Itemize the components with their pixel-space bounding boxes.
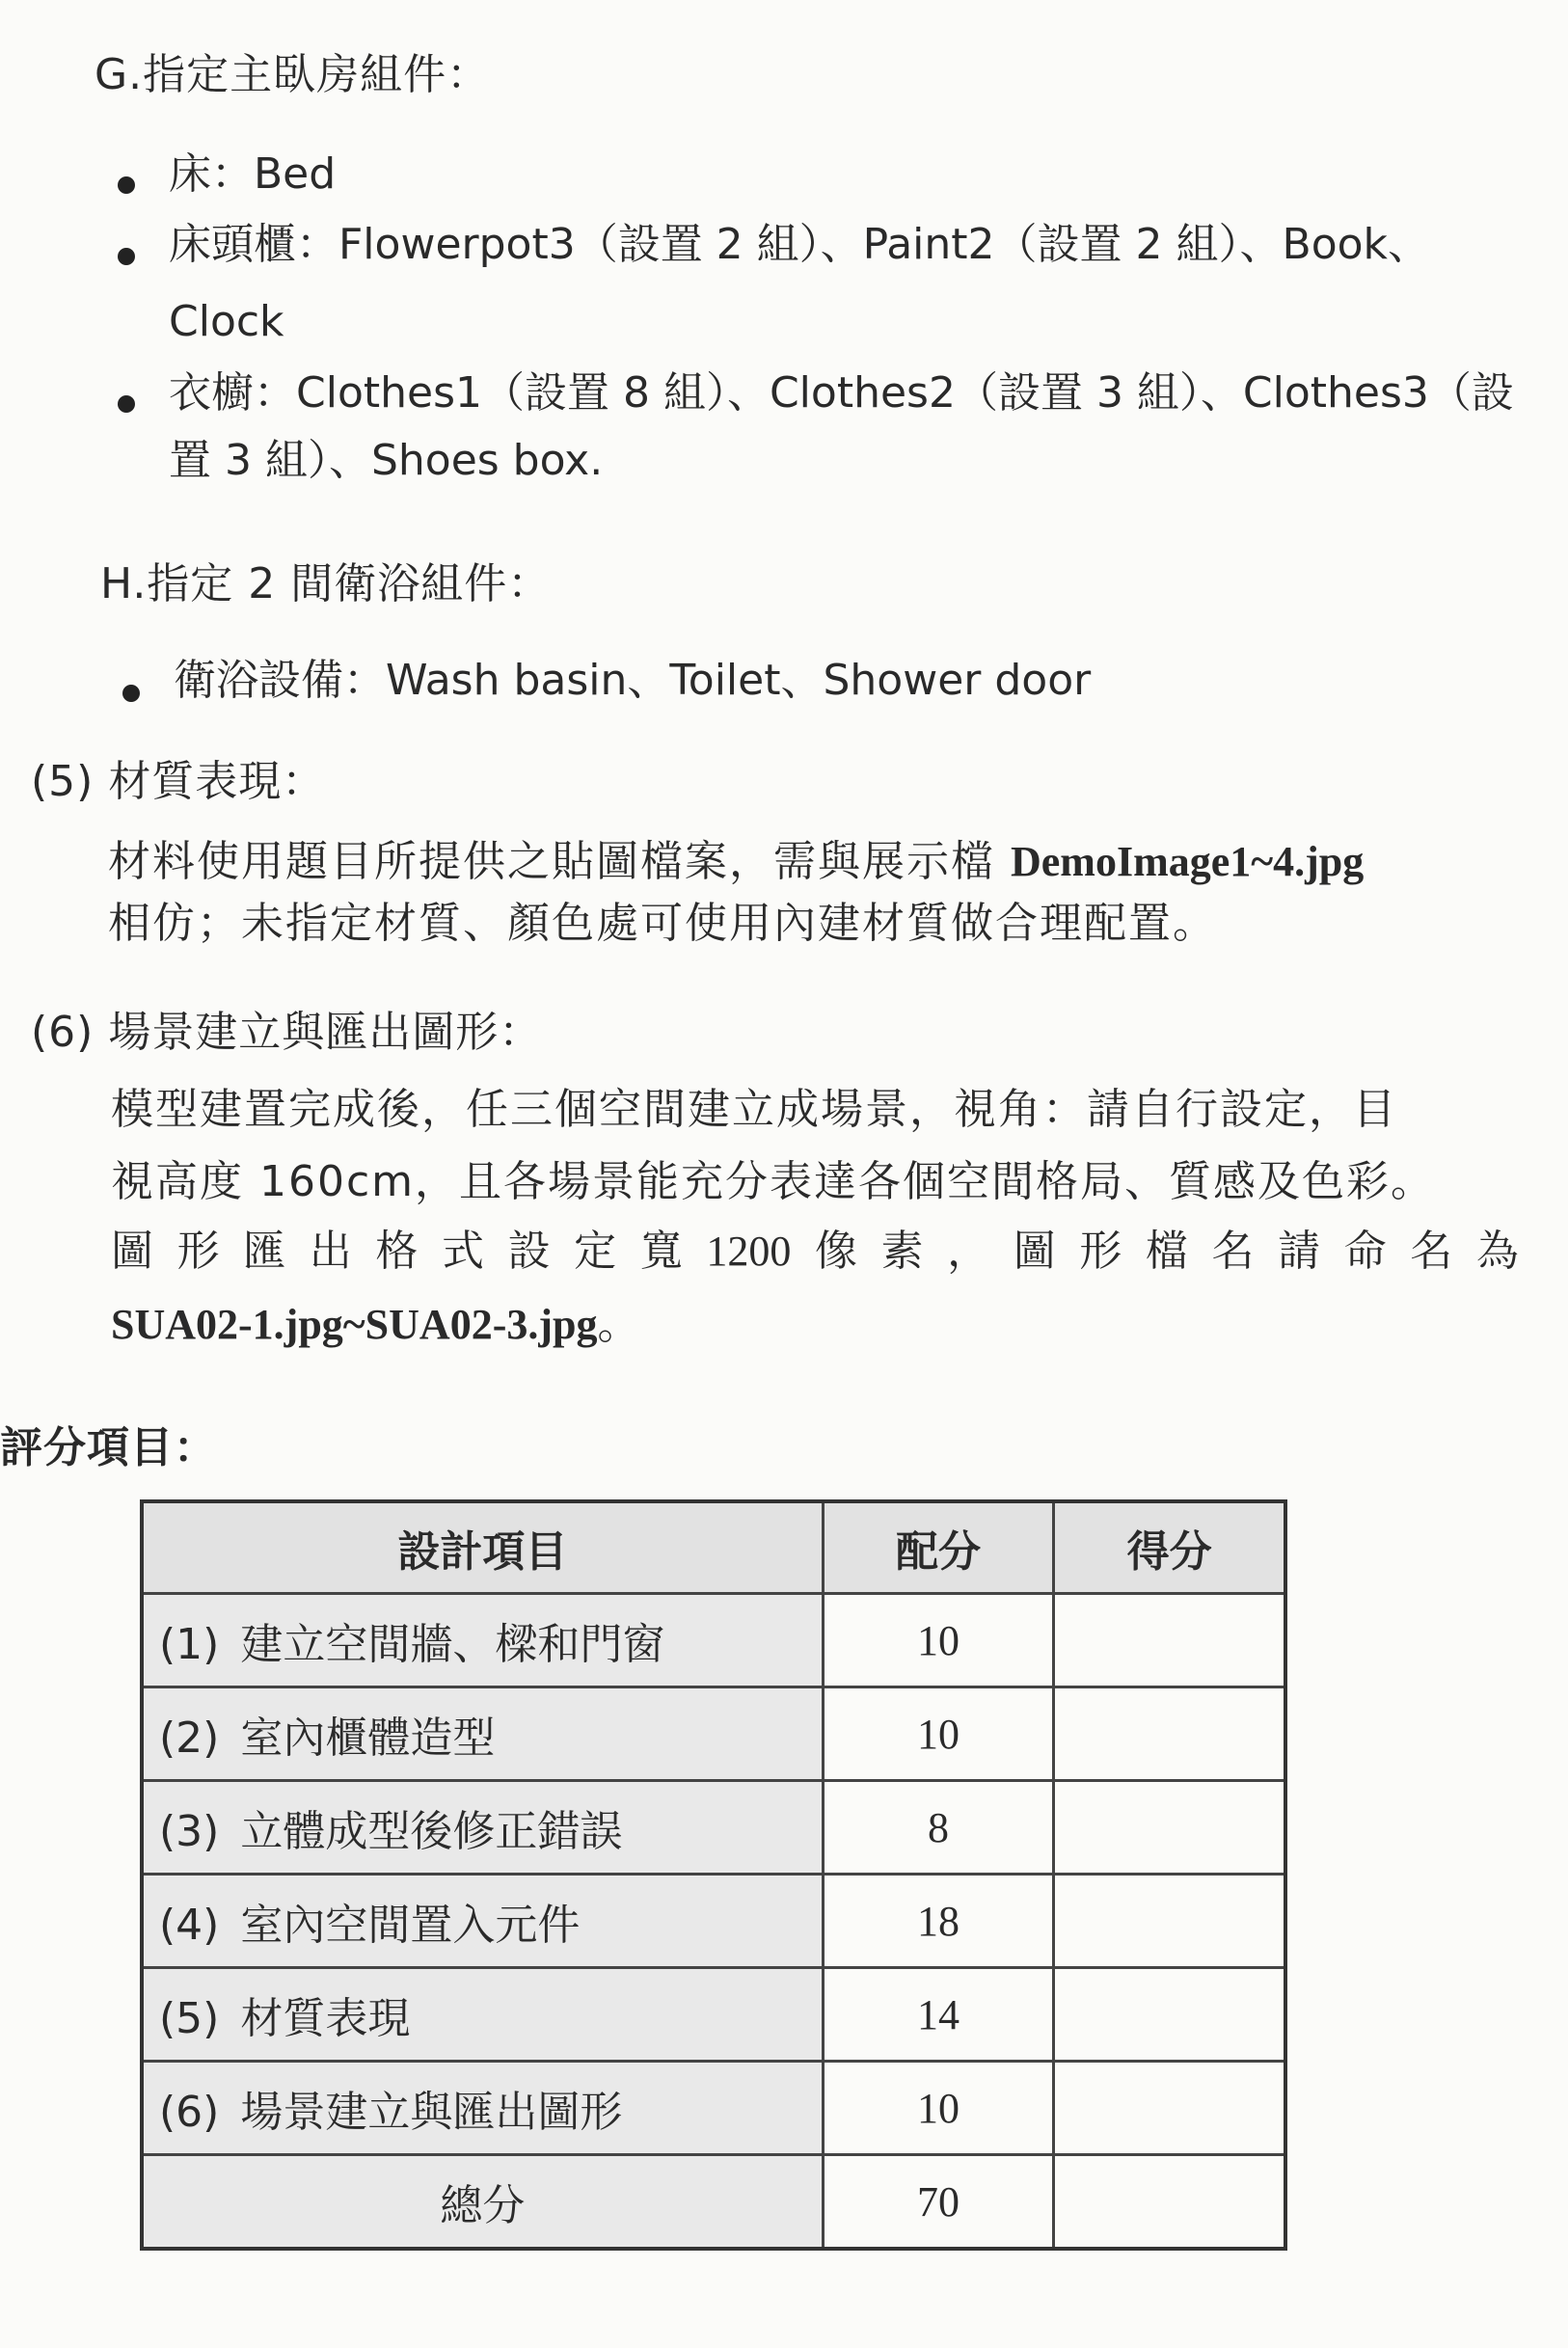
line3-word: 像	[814, 1227, 857, 1276]
section-6-title: (6) 場景建立與匯出圖形：	[31, 1008, 543, 1057]
section-5-line2: 相仿；未指定材質、顏色處可使用內建材質做合理配置。	[108, 899, 1217, 948]
scoring-table	[140, 1499, 1287, 2251]
row-number: (3)	[159, 1807, 220, 1856]
table-row	[142, 1968, 1285, 2062]
row-item	[142, 1875, 823, 1968]
line3-word: 名	[1211, 1227, 1255, 1276]
header-item: 設計項目	[142, 1501, 823, 1594]
line3-word: 匯	[243, 1227, 286, 1276]
output-filenames: SUA02-1.jpg~SUA02-3.jpg	[111, 1301, 598, 1348]
line3-word: 名	[1410, 1227, 1453, 1276]
section-g-bullet-1: 床：Bed	[169, 149, 337, 199]
row-label: 場景建立與匯出圖形	[240, 2088, 623, 2137]
header-score: 配分	[823, 1501, 1054, 1594]
row-label: 立體成型後修正錯誤	[240, 1807, 623, 1856]
table-row	[142, 2062, 1285, 2155]
section-g-bullet-2-line2: Clock	[169, 297, 284, 346]
table-row	[142, 1687, 1285, 1781]
row-score: 10	[823, 1594, 1054, 1687]
row-label: 建立空間牆、樑和門窗	[240, 1620, 665, 1669]
section-h-bullet-1: 衛浴設備：Wash basin、Toilet、Shower door	[174, 656, 1092, 705]
row-number: (2)	[159, 1714, 220, 1763]
line3-word: 為	[1475, 1227, 1519, 1276]
scoring-title: 評分項目：	[0, 1423, 217, 1472]
section-6-line4	[111, 1300, 641, 1351]
row-got	[1054, 1875, 1285, 1968]
row-label: 材質表現	[240, 1994, 411, 2043]
row-item	[142, 1687, 823, 1781]
row-label: 室內櫃體造型	[240, 1714, 496, 1763]
line3-word: ，	[947, 1227, 990, 1276]
section-6-line3	[111, 1227, 1519, 1278]
row-number: (1)	[159, 1620, 220, 1669]
demo-image-filename: DemoImage1~4.jpg	[1011, 838, 1365, 885]
line3-word: 圖	[111, 1227, 153, 1276]
row-item	[142, 1781, 823, 1875]
section-h-title: H.指定 2 間衛浴組件：	[100, 559, 552, 608]
section-g-title: G.指定主臥房組件：	[95, 50, 491, 99]
bullet-dot	[118, 176, 135, 194]
section-5-line1-text: 材料使用題目所提供之貼圖檔案，需與展示檔	[108, 837, 1011, 886]
total-got	[1054, 2155, 1285, 2250]
total-label: 總分	[142, 2155, 823, 2250]
row-item	[142, 1968, 823, 2062]
section-5-line1	[108, 837, 1364, 888]
bullet-dot	[122, 685, 140, 702]
line3-word: 式	[441, 1227, 484, 1276]
row-score: 10	[823, 1687, 1054, 1781]
row-item	[142, 2062, 823, 2155]
total-score: 70	[823, 2155, 1054, 2250]
line3-word: 形	[176, 1227, 220, 1276]
row-label: 室內空間置入元件	[240, 1901, 581, 1950]
row-number: (6)	[159, 2088, 220, 2137]
row-got	[1054, 1781, 1285, 1875]
table-row	[142, 1594, 1285, 1687]
section-g-bullet-3-line1: 衣櫥：Clothes1（設置 8 組）、Clothes2（設置 3 組）、Clothes3（設	[169, 368, 1514, 418]
row-score: 10	[823, 2062, 1054, 2155]
row-number: (5)	[159, 1994, 220, 2043]
row-score: 18	[823, 1875, 1054, 1968]
section-6-line4-suffix: 。	[597, 1300, 642, 1349]
line3-word: 素	[880, 1227, 924, 1276]
section-g-bullet-3-line2: 置 3 組）、Shoes box.	[169, 436, 604, 485]
section-5-title: (5) 材質表現：	[31, 757, 326, 806]
table-row	[142, 1781, 1285, 1875]
line3-word: 圖	[1013, 1227, 1056, 1276]
bullet-dot	[118, 248, 135, 265]
line3-word: 設	[507, 1227, 551, 1276]
line3-word: 格	[375, 1227, 419, 1276]
bullet-dot	[118, 395, 135, 413]
row-item	[142, 1594, 823, 1687]
section-g-bullet-2-line1: 床頭櫃：Flowerpot3（設置 2 組）、Paint2（設置 2 組）、Book、	[169, 220, 1431, 269]
row-score: 14	[823, 1968, 1054, 2062]
row-number: (4)	[159, 1901, 220, 1950]
line3-word: 出	[309, 1227, 352, 1276]
section-6-line1: 模型建置完成後，任三個空間建立成場景，視角：請自行設定，目	[111, 1085, 1397, 1134]
row-got	[1054, 2062, 1285, 2155]
table-header-row	[142, 1501, 1285, 1594]
header-got: 得分	[1054, 1501, 1285, 1594]
section-6-line2: 視高度 160cm，且各場景能充分表達各個空間格局、質感及色彩。	[111, 1157, 1436, 1206]
line3-word: 請	[1278, 1227, 1321, 1276]
line3-word: 形	[1079, 1227, 1122, 1276]
table-row	[142, 1875, 1285, 1968]
line3-word: 定	[574, 1227, 617, 1276]
table-total-row	[142, 2155, 1285, 2250]
line3-word: 命	[1343, 1227, 1387, 1276]
line3-word: 檔	[1145, 1227, 1188, 1276]
row-got	[1054, 1594, 1285, 1687]
row-got	[1054, 1687, 1285, 1781]
line3-word: 1200	[706, 1228, 792, 1275]
line3-word: 寬	[639, 1227, 683, 1276]
row-got	[1054, 1968, 1285, 2062]
row-score: 8	[823, 1781, 1054, 1875]
